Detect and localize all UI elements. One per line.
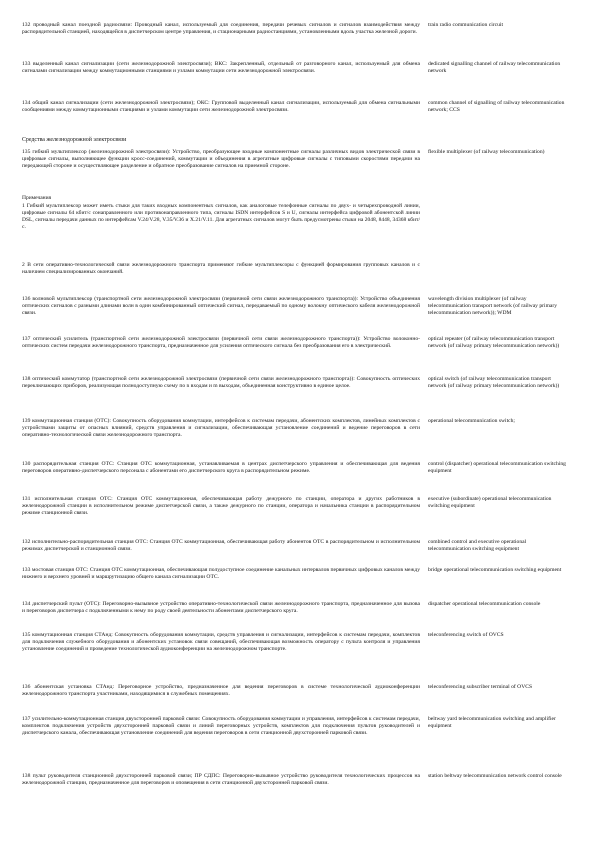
term-translation-en: control (dispatcher) operational telecommunication switching equipment: [428, 461, 566, 475]
term-definition-ru: 132 исполнительно-распорядительная станция ОТС: Станция ОТС коммутационная, обеспечивающая работу абонентов ОТС в распорядительном и исполнительном режимах диспетчерской и станционной связи.: [22, 539, 420, 553]
term-translation-en: combined control and executive operational telecommunication switching equipment: [428, 539, 527, 553]
term-definition-ru: 137 усилительно-коммутационная станция двухсторонней парковой связи: Совокупность оборудования коммутации и управления, интерфейсов к системам передачи, комплектов подключения устройств двухсторонней парковой связи и линий переговорных устройств, комплектов для подключения пультов руководителей и диспетчерского канала, обеспечивающая установление соединений для ведения переговоров в сети станционной двухсторонней парковой связи.: [22, 716, 420, 737]
term-translation-en: operational telecommunication switch;: [428, 418, 515, 424]
term-translation-en: teleconferencing subscriber terminal of OVCS: [428, 684, 533, 690]
term-translation-en: wavelength division multiplexer (of railway telecommunication transport network (of railway primary telecommunication network)); WDM: [428, 296, 558, 317]
notes-label: Примечания: [22, 195, 52, 201]
term-definition-ru: 133 мостовая станция ОТС: Станция ОТС коммутационная, обеспечивающая полудоступное соединение канальных интервалов первичных цифровых каналов между нижнего и верхнего уровней и маршрутизацию общего канала сигнализации ОТС.: [22, 567, 420, 581]
term-definition-ru: 138 оптический коммутатор (транспортной сети железнодорожной электросвязи (первичной сети связи железнодорожного транспорта)): Совокупность оптических переключающих приборов, реализующая полнодоступную схему по n входам и m выходам, объединенная конструктивно в единое целое.: [22, 376, 420, 390]
term-definition-ru: 138 пульт руководителя станционной двухсторонней парковой связи; ПР СДПС: Переговорно-вызывное устройство руководителя технологических процессов на железнодорожной станции, предназначенное для переговоров и оповещения в сети станционной двухсторонней парковой связи.: [22, 773, 420, 787]
note-1: 1 Гибкий мультиплексор может иметь стыки для таких входных компонентных сигналов, как аналоговые телефонные сигналы по двух- и четырехпроводной линии, цифровые сигналы 64 кбит/с сонаправленного или противонаправленного типа, сигналы ISDN интерфейсов S и U, сигналы интерфейса цифровой абонентской линии DSL, сигналы передачи данных по интерфейсам V.24/V.28, V.35/V.36 и X.21/V.11. Для агрегатных сигналов могут быть предусмотрены стыки на 2048, 8448, 34368 кбит/с.: [22, 203, 420, 231]
term-translation-en: common channel of signalling of railway telecommunication network; CCS: [428, 100, 565, 114]
term-translation-en: executive (subordinate) operational telecommunication switching equipment: [428, 496, 552, 510]
term-translation-en: dedicated signalling channel of railway telecommunication network: [428, 61, 561, 75]
term-definition-ru: 135 гибкий мультиплексор (железнодорожной электросвязи): Устройство, преобразующее входные компонентные сигналы различных видов электрической связи в цифровые сигналы, выполняющее функции кросс-соединений, коммутации и объединения в агрегатные цифровые сигналы с типовыми скоростями передачи на передающей стороне и осуществляющее разделение и обратное преобразование сигналов на приемной стороне.: [22, 149, 420, 170]
note-2: 2 В сети оперативно-технологической связи железнодорожного транспорта применяют гибкие мультиплексоры с функцией формирования групповых каналов и с наличием специализированных окончаний.: [22, 262, 420, 276]
term-definition-ru: 134 диспетчерский пульт (ОТС): Переговорно-вызывное устройство оперативно-технологической связи железнодорожного транспорта, предназначенное для вызова и переговоров диспетчера с подключенными к нему по роду своей деятельности абонентами диспетчерского круга.: [22, 601, 420, 615]
term-translation-en: optical repeater (of railway telecommunication transport network (of railway primary telecommunication network)): [428, 336, 560, 350]
term-definition-ru: 133 выделенный канал сигнализации (сети железнодорожной электросвязи); ВКС: Закрепленный, отдельный от разговорного канал, используемый для обмена сигналами сигнализации между коммутационными станциями и узлами коммутации сети железнодорожной электросвязи.: [22, 61, 420, 75]
term-definition-ru: 134 общий канал сигнализации (сети железнодорожной электросвязи); ОКС: Групповой выделенный канал сигнализации, используемый для обмена сигнальными сообщениями между коммутационными станциями и узлами коммутации сети железнодорожной электросвязи.: [22, 100, 420, 114]
term-definition-ru: 130 распорядительная станция ОТС: Станция ОТС коммутационная, устанавливаемая в центрах диспетчерского управления и обеспечивающая для ведения переговоров оперативно-диспетчерского персонала с абонентами его диспетчерского круга в распорядительном режиме.: [22, 461, 420, 475]
term-definition-ru: 132 проводный канал поездной радиосвязи: Проводный канал, используемый для соединения, передачи речевых сигналов и сигналов взаимодействия между распорядительной станцией, находящейся в диспетчерском центре управления, и стационарными радиостанциями, установленными вдоль участка железной дороги.: [22, 22, 420, 36]
term-definition-ru: 139 коммутационная станция (ОТС): Совокупность оборудования коммутации, интерфейсов к системам передачи, абонентских комплектов, линейных комплектов с устройствами защиты от опасных влияний, средств управления и сигнализации, обеспечивающая установление соединений и ведение переговоров в сети оперативно-технологической связи железнодорожного транспорта.: [22, 418, 420, 439]
term-translation-en: train radio communication circuit: [428, 22, 504, 28]
term-translation-en: optical switch (of railway telecommunication transport network (of railway primary telecommunication network)): [428, 376, 560, 390]
term-translation-en: station beltway telecommunication network control console: [428, 773, 562, 779]
section-heading: Средства железнодорожной электросвязи: [22, 137, 127, 143]
term-definition-ru: 137 оптический усилитель (транспортной сети железнодорожной электросвязи (первичной сети связи железнодорожного транспорта)): Устройство волоконно-оптических систем передачи железнодорожного транспорта, предназначенное для усиления оптического сигнала без преобразования его в электрический.: [22, 336, 420, 350]
term-definition-ru: 131 исполнительная станция ОТС: Станция ОТС коммутационная, обеспечивающая работу дежурного по станции, оператора и других работников в железнодорожной станции в исполнительном режиме диспетчерской связи, а также дежурного по станции, оператора и начальника станции в распорядительном режиме станционной связи.: [22, 496, 420, 517]
term-definition-ru: 136 волновой мультиплексор (транспортной сети железнодорожной электросвязи (первичной сети связи железнодорожного транспорта)): Устройство объединения оптических сигналов с разными длинами волн в один комбинированный оптический сигнал, передаваемый по одному волокну оптического кабеля железнодорожной связи.: [22, 296, 420, 317]
term-translation-en: dispatcher operational telecommunication console: [428, 601, 541, 607]
term-definition-ru: 135 коммутационная станция СТАнд: Совокупность оборудования коммутации, средств управления и сигнализации, интерфейсов к системам передачи, комплектов для подключения служебного оборудования и абонентских установок связи совещаний, обеспечивающая возможность оператору с пульта контроля и управления установление соединений и проведение технологической аудиоконференции на железнодорожном транспорте.: [22, 632, 420, 653]
term-translation-en: beltway yard telecommunication switching and amplifier equipment: [428, 716, 556, 730]
term-definition-ru: 136 абонентская установка СТАнд: Переговорное устройство, предназначенное для ведения переговоров в системе технологической аудиоконференции железнодорожного транспорта участниками, находящимися в служебных помещениях.: [22, 684, 420, 698]
term-translation-en: teleconferencing switch of OVCS: [428, 632, 504, 638]
term-translation-en: bridge operational telecommunication switching equipment: [428, 567, 562, 573]
term-translation-en: flexible multiplexer (of railway telecommunication): [428, 149, 545, 155]
